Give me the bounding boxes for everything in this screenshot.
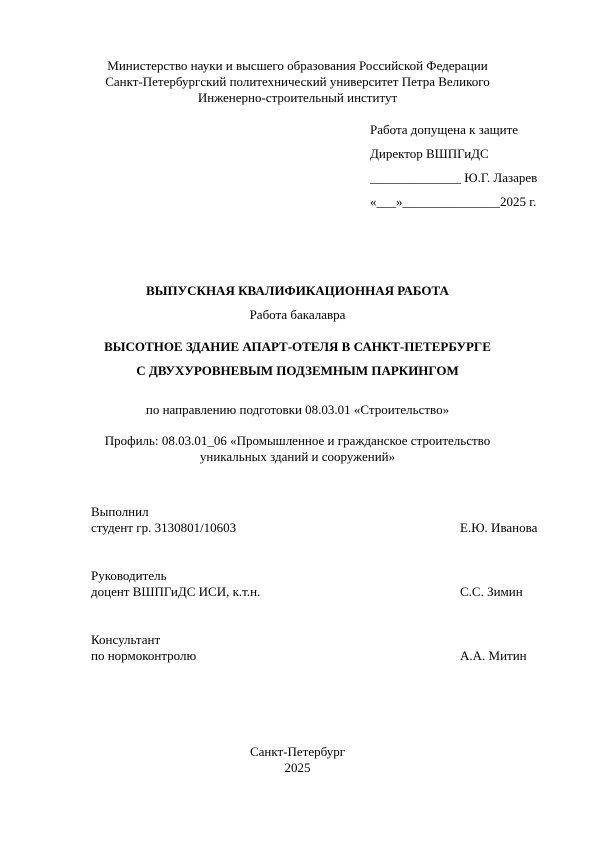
approval-date: «___»_______________2025 г. bbox=[370, 194, 537, 209]
footer-city: Санкт-Петербург bbox=[249, 744, 346, 759]
approval-signature: ______________ Ю.Г. Лазарев bbox=[370, 170, 538, 185]
approval-admitted: Работа допущена к защите bbox=[370, 122, 519, 137]
supervisor-name: С.С. Зимин bbox=[460, 584, 523, 599]
institute-line: Инженерно-строительный институт bbox=[197, 90, 398, 105]
work-type: ВЫПУСКНАЯ КВАЛИФИКАЦИОННАЯ РАБОТА bbox=[146, 283, 449, 298]
supervisor-role: Руководитель bbox=[91, 568, 167, 583]
performer-role: Выполнил bbox=[91, 504, 149, 519]
topic-line-2: С ДВУХУРОВНЕВЫМ ПОДЗЕМНЫМ ПАРКИНГОМ bbox=[136, 363, 459, 378]
university-line: Санкт-Петербургский политехнический университет Петра Великого bbox=[105, 74, 490, 89]
profile-line-1: Профиль: 08.03.01_06 «Промышленное и гражданское строительство bbox=[104, 433, 491, 448]
approval-director: Директор ВШПГиДС bbox=[370, 146, 489, 161]
consultant-name: А.А. Митин bbox=[460, 648, 527, 663]
topic-line-1: ВЫСОТНОЕ ЗДАНИЕ АПАРТ-ОТЕЛЯ В САНКТ-ПЕТЕРБУРГЕ bbox=[104, 339, 491, 354]
direction: по направлению подготовки 08.03.01 «Строительство» bbox=[145, 402, 450, 417]
ministry-line: Министерство науки и высшего образования Российской Федерации bbox=[107, 58, 488, 73]
profile-line-2: уникальных зданий и сооружений» bbox=[199, 449, 396, 464]
performer-position: студент гр. 3130801/10603 bbox=[91, 520, 237, 535]
consultant-position: по нормоконтролю bbox=[91, 648, 197, 663]
footer-year: 2025 bbox=[284, 760, 311, 775]
work-subtype: Работа бакалавра bbox=[249, 307, 346, 322]
consultant-role: Консультант bbox=[91, 632, 161, 647]
supervisor-position: доцент ВШПГиДС ИСИ, к.т.н. bbox=[91, 584, 261, 599]
performer-name: Е.Ю. Иванова bbox=[460, 520, 538, 535]
